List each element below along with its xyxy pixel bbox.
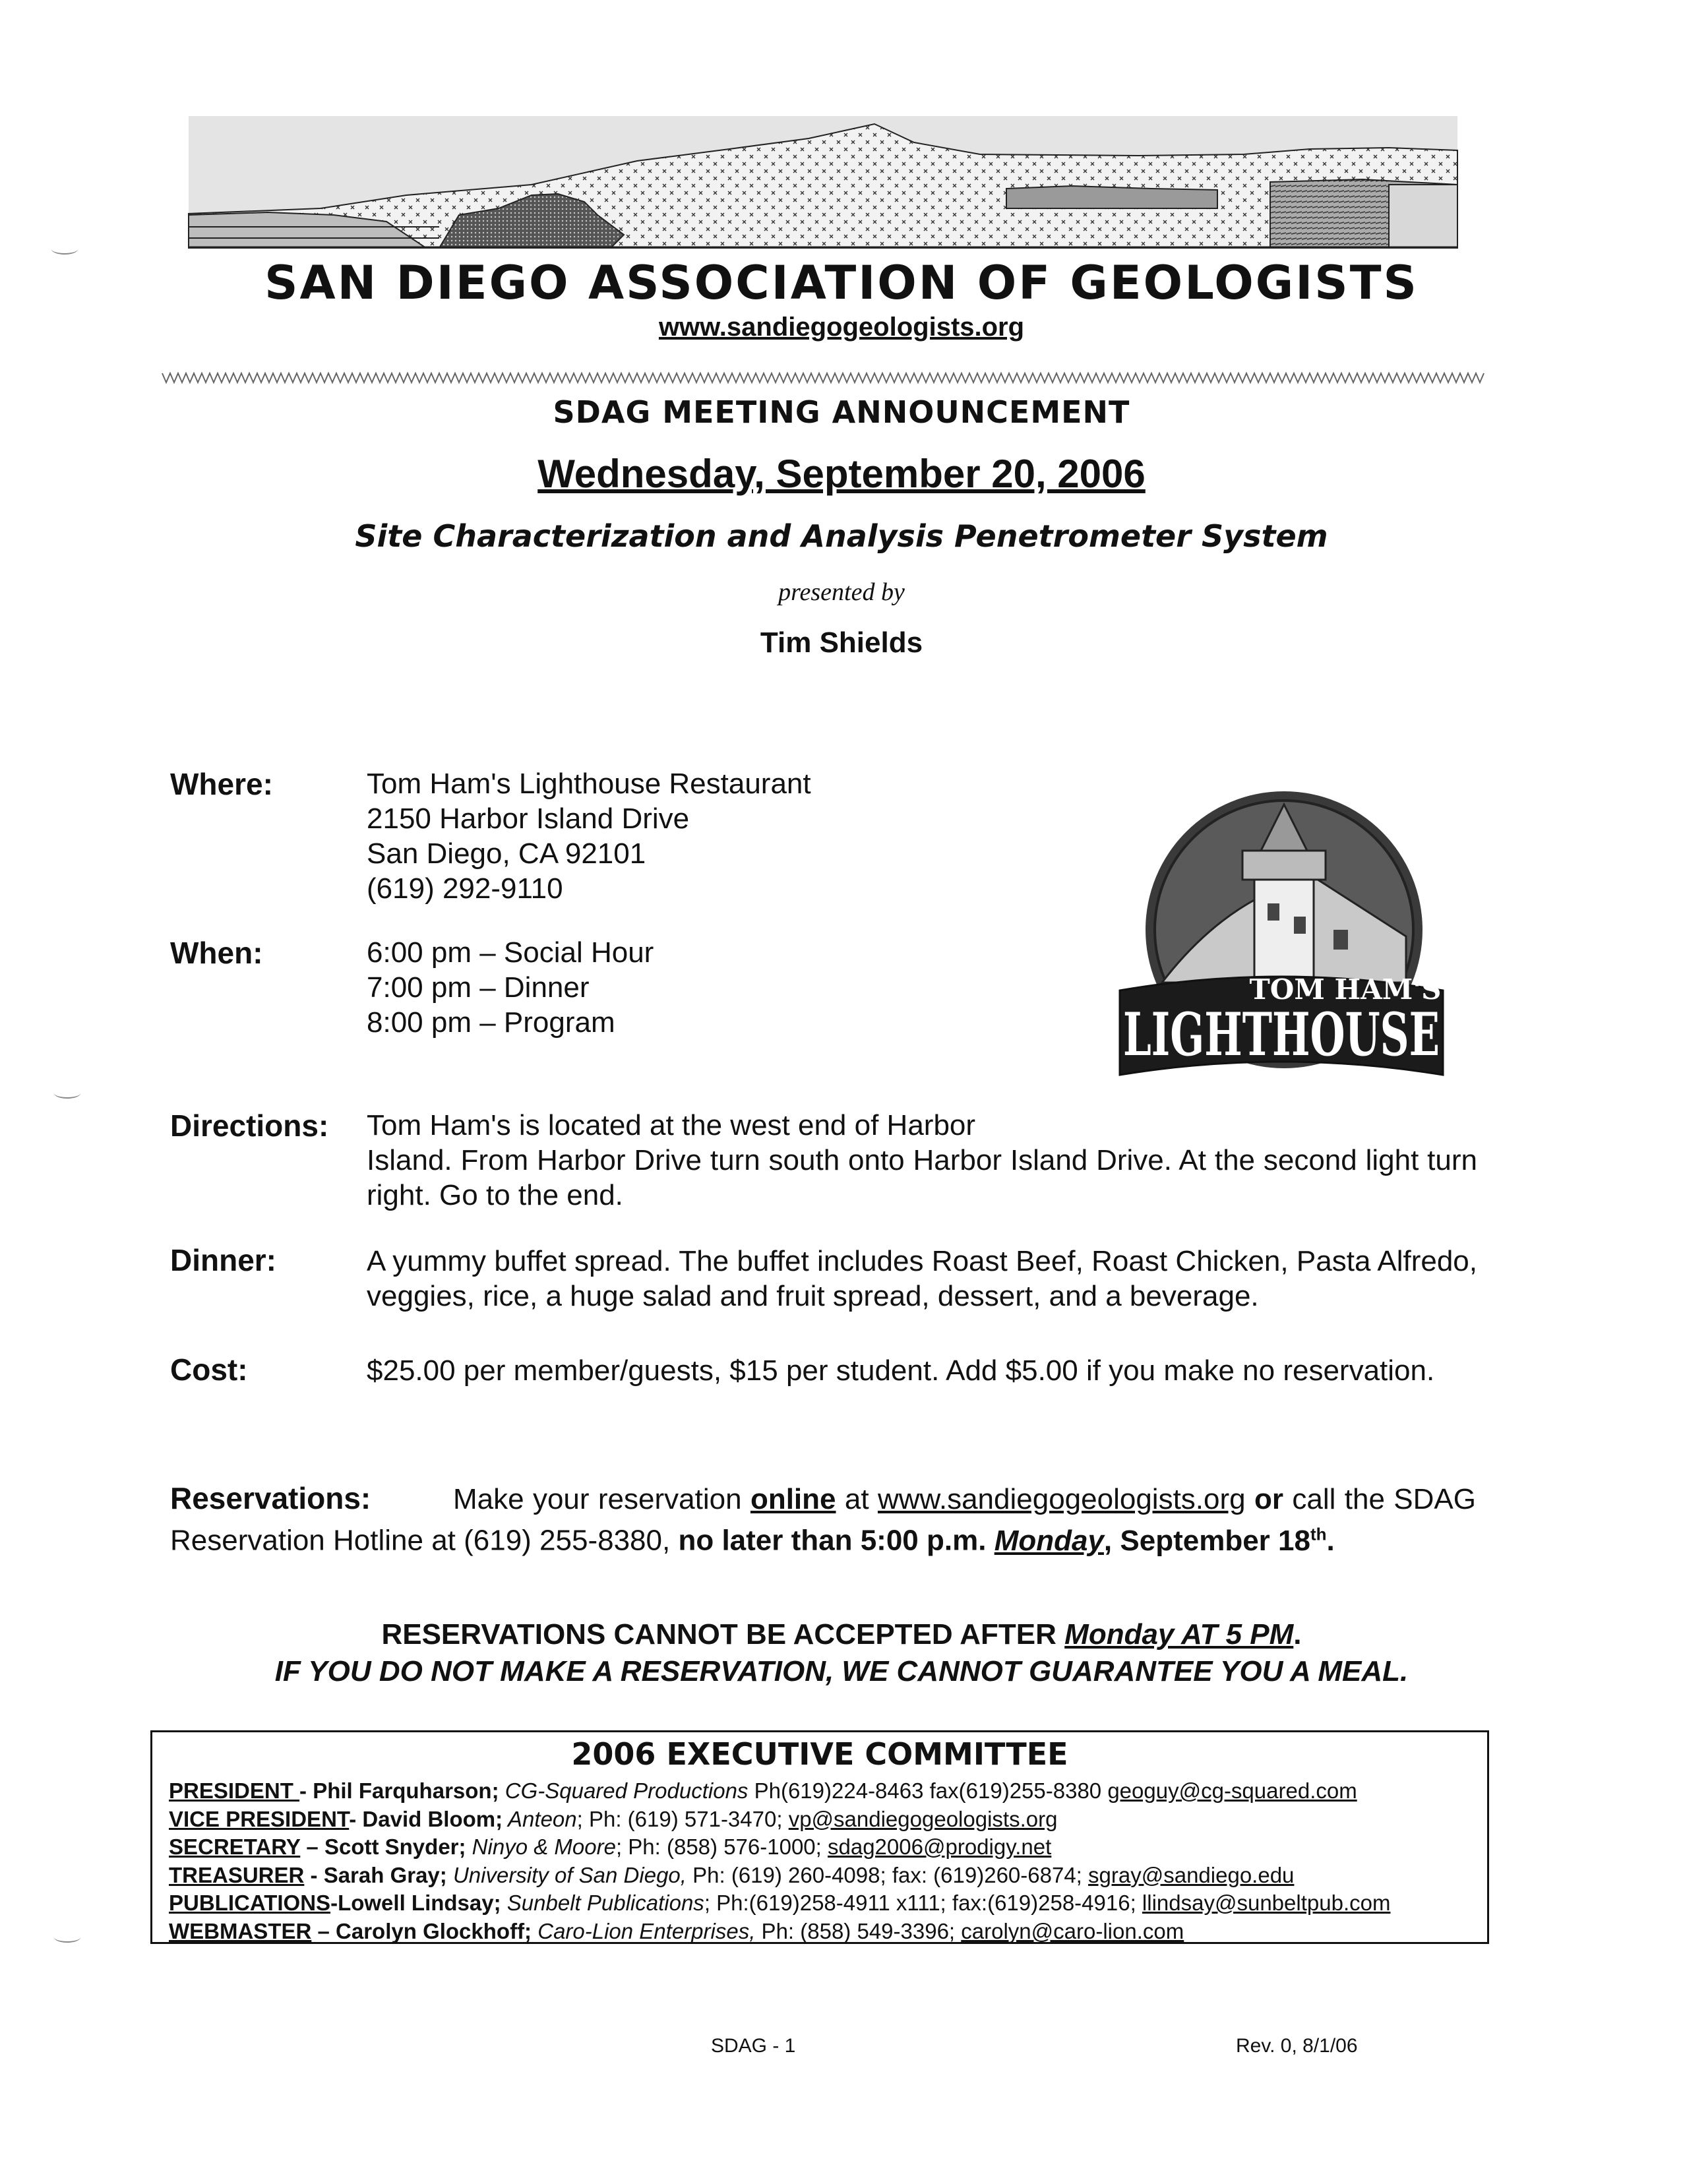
schedule-line: 7:00 pm – Dinner: [367, 971, 590, 1004]
role-separator: -: [349, 1806, 363, 1831]
logo-small-text: TOM HAM'S: [1249, 973, 1442, 1006]
member-email-link[interactable]: geoguy@cg-squared.com: [1107, 1778, 1357, 1803]
executive-committee-box: [150, 1730, 1489, 1944]
committee-list: [169, 1777, 1481, 1945]
member-email-link[interactable]: llindsay@sunbeltpub.com: [1142, 1891, 1391, 1915]
geology-banner-image: [189, 116, 1457, 248]
where-address: [367, 766, 811, 906]
cost-text: $25.00 per member/guests, $15 per student. Add $5.00 if you make no reservation.: [367, 1354, 1435, 1387]
reservations-hotline-text: call the SDAG Reservation Hotline at (619) 255-8380,: [170, 1483, 1476, 1557]
period: .: [1326, 1524, 1335, 1557]
margin-mark: [54, 1932, 80, 1943]
member-name: Carolyn Glockhoff;: [336, 1918, 532, 1943]
member-contact: Ph: (858) 549-3396;: [755, 1918, 962, 1943]
member-email-link[interactable]: carolyn@caro-lion.com: [961, 1918, 1184, 1943]
member-name: Phil Farquharson;: [313, 1778, 499, 1803]
when-label: When:: [170, 936, 263, 970]
committee-role: WEBMASTER: [169, 1918, 312, 1943]
logo-big-text: LIGHTHOUSE: [1123, 1000, 1440, 1070]
member-organization: Ninyo & Moore: [466, 1835, 616, 1859]
warning-text: RESERVATIONS CANNOT BE ACCEPTED AFTER: [381, 1618, 1056, 1651]
where-line: Tom Ham's Lighthouse Restaurant: [367, 768, 811, 800]
directions-text: Island. From Harbor Drive turn south onto Harbor Island Drive. At the second light turn right. Go to the end.: [367, 1144, 1477, 1211]
member-email-link[interactable]: sgray@sandiego.edu: [1088, 1862, 1295, 1887]
role-separator: –: [300, 1835, 324, 1859]
committee-role: PRESIDENT: [169, 1778, 300, 1803]
member-contact: ; Ph:(619)258-4911 x111; fax:(619)258-4916;: [704, 1891, 1142, 1915]
member-contact: ; Ph: (858) 576-1000;: [615, 1835, 828, 1859]
member-contact: Ph(619)224-8463 fax(619)255-8380: [748, 1778, 1108, 1803]
meeting-date: Wednesday, September 20, 2006: [537, 452, 1146, 496]
member-organization: Anteon: [503, 1806, 577, 1831]
announcement-heading: SDAG MEETING ANNOUNCEMENT: [553, 394, 1130, 430]
warning-period: .: [1293, 1618, 1302, 1651]
reservations-text: Make your reservation: [452, 1483, 742, 1515]
member-email-link[interactable]: vp@sandiegogeologists.org: [788, 1806, 1058, 1831]
where-line: San Diego, CA 92101: [367, 837, 646, 870]
org-website-link[interactable]: www.sandiegogeologists.org: [658, 313, 1025, 342]
speaker-name: Tim Shields: [760, 626, 923, 659]
member-name: Lowell Lindsay;: [338, 1891, 501, 1915]
committee-row: [169, 1805, 1481, 1834]
committee-row: [169, 1918, 1481, 1946]
reservation-website-link[interactable]: www.sandiegogeologists.org: [877, 1483, 1246, 1515]
committee-role: PUBLICATIONS: [169, 1891, 331, 1915]
member-organization: Caro-Lion Enterprises,: [532, 1918, 756, 1943]
member-organization: University of San Diego,: [446, 1862, 687, 1887]
member-contact: ; Ph: (619) 571-3470;: [576, 1806, 789, 1831]
directions-line-1: Tom Ham's is located at the west end of Harbor: [367, 1109, 976, 1141]
role-separator: –: [311, 1918, 336, 1943]
org-title: SAN DIEGO ASSOCIATION OF GEOLOGISTS: [264, 256, 1419, 310]
role-separator: -: [299, 1778, 313, 1803]
dinner-text: A yummy buffet spread. The buffet includes Roast Beef, Roast Chicken, Pasta Alfredo, veggies, rice, a huge salad and fruit spread, dessert, and a beverage.: [367, 1245, 1477, 1312]
deadline-date: , September 18: [1103, 1524, 1310, 1557]
schedule-line: 6:00 pm – Social Hour: [367, 936, 654, 969]
member-contact: Ph: (619) 260-4098; fax: (619)260-6874;: [686, 1862, 1089, 1887]
member-organization: Sunbelt Publications: [501, 1891, 704, 1915]
member-email-link[interactable]: sdag2006@prodigy.net: [828, 1835, 1052, 1859]
role-separator: -: [304, 1862, 324, 1887]
online-emphasis: online: [750, 1483, 836, 1515]
deadline-day: Monday: [994, 1524, 1104, 1557]
warning-line-1: [0, 1618, 1683, 1651]
when-schedule: [367, 935, 654, 1040]
committee-role: VICE PRESIDENT: [169, 1806, 350, 1831]
margin-mark: [54, 1088, 80, 1099]
presented-by-label: presented by: [778, 578, 905, 606]
schedule-line: 8:00 pm – Program: [367, 1006, 615, 1039]
committee-title: 2006 EXECUTIVE COMMITTEE: [571, 1736, 1068, 1772]
zigzag-divider: [162, 369, 1481, 386]
cost-label: Cost:: [170, 1352, 248, 1387]
warning-line-2: IF YOU DO NOT MAKE A RESERVATION, WE CANNOT GUARANTEE YOU A MEAL.: [274, 1655, 1409, 1687]
committee-row: [169, 1862, 1481, 1890]
warning-deadline: Monday AT 5 PM: [1064, 1618, 1294, 1651]
role-separator: -: [330, 1891, 338, 1915]
margin-mark: [51, 244, 78, 255]
talk-title: Site Characterization and Analysis Penetrometer System: [355, 518, 1328, 554]
where-label: Where:: [170, 767, 273, 801]
committee-row: [169, 1889, 1481, 1918]
reservations-label: Reservations:: [170, 1481, 371, 1515]
member-name: Scott Snyder;: [324, 1835, 466, 1859]
deadline-text: no later than 5:00 p.m.: [678, 1524, 987, 1557]
member-name: Sarah Gray;: [323, 1862, 447, 1887]
page-number: SDAG - 1: [711, 2035, 796, 2057]
committee-row: [169, 1777, 1481, 1805]
or-emphasis: or: [1254, 1483, 1283, 1515]
lighthouse-logo: [1096, 765, 1465, 1095]
member-name: David Bloom;: [362, 1806, 503, 1831]
committee-row: [169, 1833, 1481, 1862]
committee-role: SECRETARY: [169, 1835, 301, 1859]
where-line: (619) 292-9110: [367, 872, 563, 905]
reservations-paragraph: [170, 1481, 1476, 1558]
revision-label: Rev. 0, 8/1/06: [1236, 2035, 1358, 2057]
reservations-text: at: [844, 1483, 869, 1515]
date-suffix: th: [1310, 1524, 1327, 1544]
directions-label: Directions:: [170, 1108, 329, 1143]
member-organization: CG-Squared Productions: [499, 1778, 749, 1803]
dinner-label: Dinner:: [170, 1243, 276, 1277]
committee-role: TREASURER: [169, 1862, 305, 1887]
where-line: 2150 Harbor Island Drive: [367, 803, 690, 835]
